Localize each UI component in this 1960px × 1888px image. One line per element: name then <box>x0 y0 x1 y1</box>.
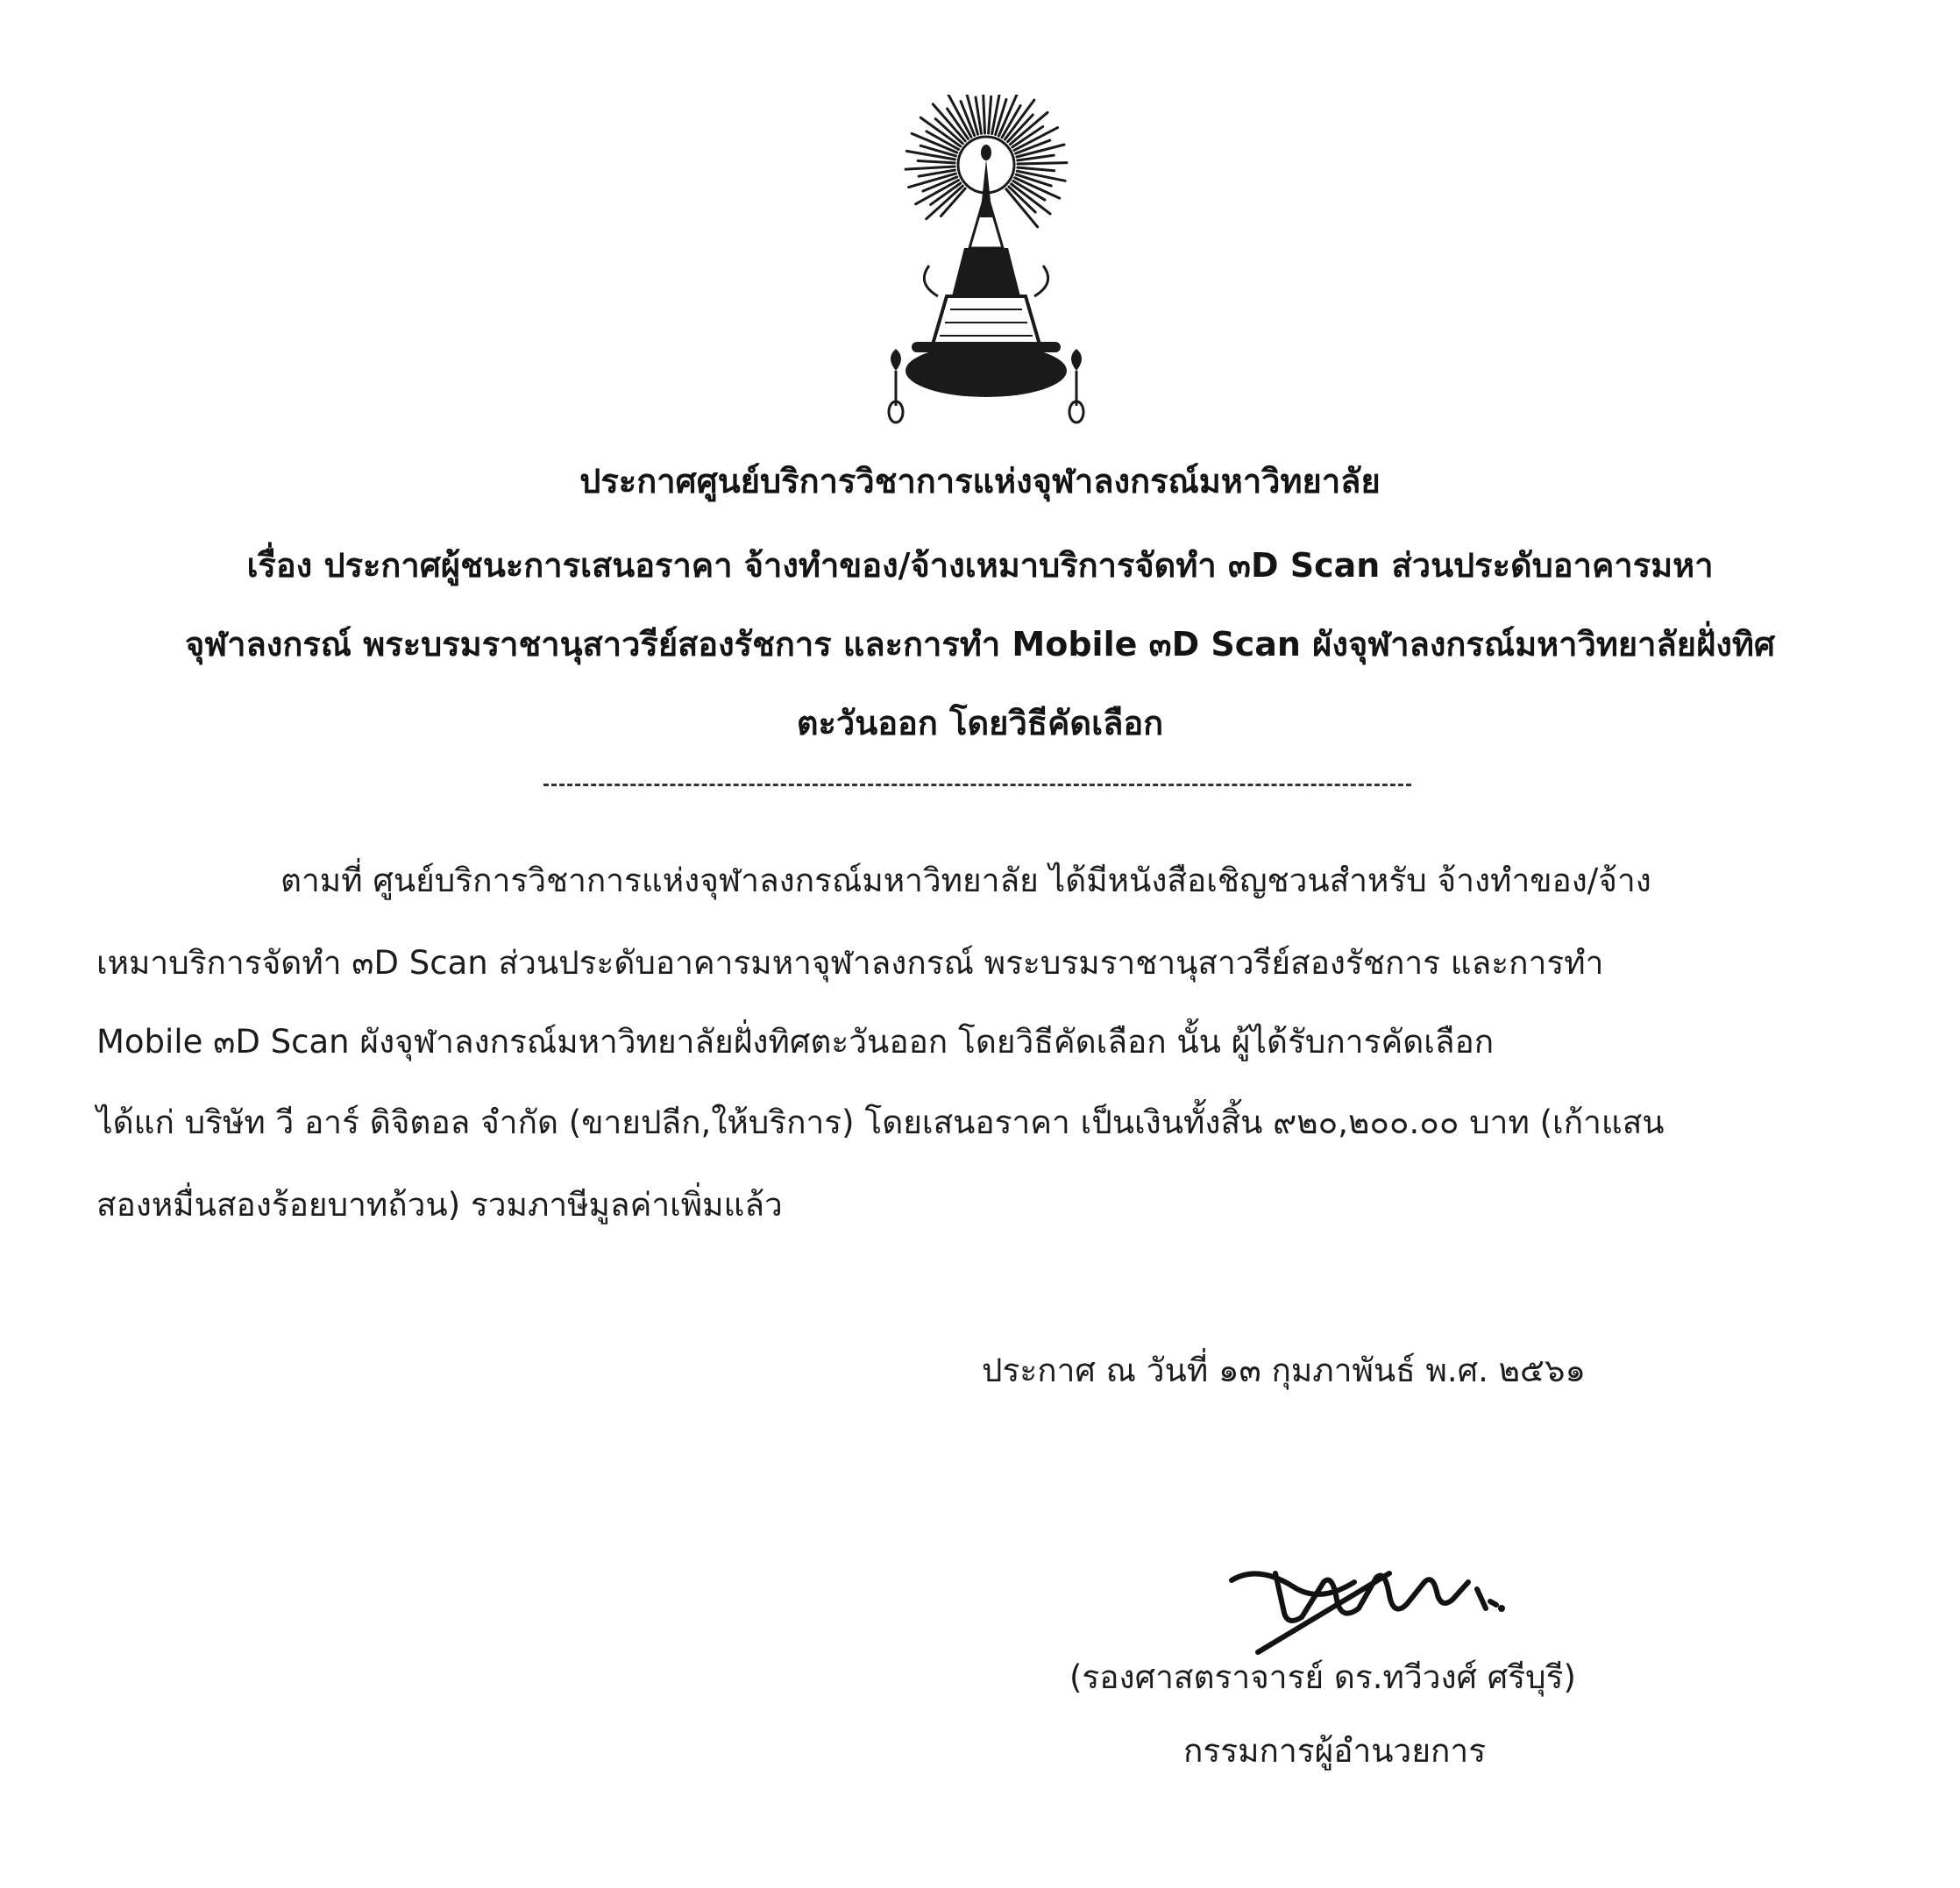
announcement-date: ประกาศ ณ วันที่ ๑๓ กุมภาพันธ์ พ.ศ. ๒๕๖๑ <box>982 1352 1587 1389</box>
subject-line-2: จุฬาลงกรณ์ พระบรมราชานุสาวรีย์สองรัชการ และการทำ Mobile ๓D Scan ผังจุฬาลงกรณ์มหาวิทยาลัยฝั่งทิศ <box>184 625 1776 664</box>
signatory-name: (รองศาสตราจารย์ ดร.ทวีวงศ์ ศรีบุรี) <box>1069 1658 1576 1696</box>
announcement-title: ประกาศศูนย์บริการวิชาการแห่งจุฬาลงกรณ์มหาวิทยาลัย <box>579 462 1381 500</box>
body-line-3: Mobile ๓D Scan ผังจุฬาลงกรณ์มหาวิทยาลัยฝั่งทิศตะวันออก โดยวิธีคัดเลือก นั้น ผู้ได้รับการคัดเลือก <box>96 1023 1495 1061</box>
body-line-4: ได้แก่ บริษัท วี อาร์ ดิจิตอล จำกัด (ขายปลีก,ให้บริการ) โดยเสนอราคา เป็นเงินทั้งสิ้น ๙๒๐,๒๐๐.๐๐ บาท (เก้าแสน <box>96 1104 1665 1141</box>
body-line-5: สองหมื่นสองร้อยบาทถ้วน) รวมภาษีมูลค่าเพิ่มแล้ว <box>96 1186 783 1224</box>
chula-emblem-icon <box>877 95 1096 437</box>
subject-line-3: ตะวันออก โดยวิธีคัดเลือก <box>796 704 1164 742</box>
handwritten-signature <box>1223 1547 1512 1665</box>
body-line-1: ตามที่ ศูนย์บริการวิชาการแห่งจุฬาลงกรณ์มหาวิทยาลัย ได้มีหนังสือเชิญชวนสำหรับ จ้างทำของ/จ้าง <box>281 862 1651 899</box>
body-line-2: เหมาบริการจัดทำ ๓D Scan ส่วนประดับอาคารมหาจุฬาลงกรณ์ พระบรมราชานุสาวรีย์สองรัชการ และการทำ <box>96 944 1604 982</box>
signatory-title: กรรมการผู้อำนวยการ <box>1183 1732 1487 1770</box>
subject-line-1: เรื่อง ประกาศผู้ชนะการเสนอราคา จ้างทำของ/จ้างเหมาบริการจัดทำ ๓D Scan ส่วนประดับอาคารมหา <box>246 546 1714 585</box>
section-divider <box>543 784 1411 786</box>
